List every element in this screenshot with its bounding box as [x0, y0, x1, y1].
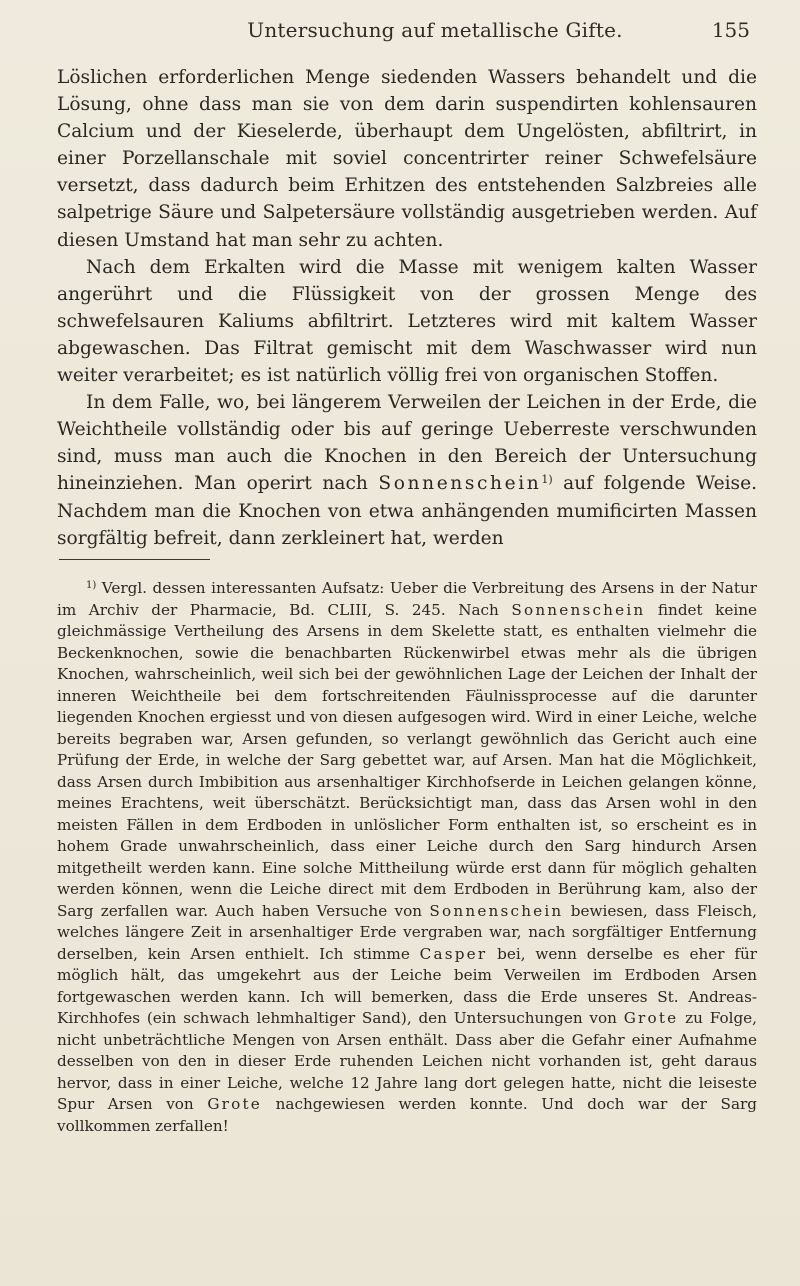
paragraph-2: Nach dem Erkalten wird die Masse mit wenigem kalten Wasser angerührt und die Flüssigkeit von der grossen Menge des schwefelsauren Kaliums abfiltrirt. Letzteres wird mit kaltem Wasser abgewaschen. Das Filtrat gemischt mit dem Waschwasser wird nun weiter verarbeitet; es ist natürlich völlig frei von organischen Stoffen. [57, 256, 757, 387]
footnote-text-5: zu Folge, nicht unbeträchtliche Mengen von Arsen enthält. Dass aber die Gefahr einer Aufnahme desselben von den in dieser Erde ruhenden Leichen nicht vorhanden ist, geht daraus hervor, dass in einer Leiche, welche 12 Jahre lang dort gelegen hatte, nicht die leiseste Spur Arsen von [57, 1009, 757, 1113]
author-name-sonnenschein: Sonnenschein [378, 473, 542, 495]
footnote-text-1: Vergl. dessen interessanten Aufsatz: Ueber die Verbreitung des Arsens in der Natur im Archiv der Pharmacie, Bd. CLIII, S. 245. Nach [57, 579, 757, 619]
footnote-name-sonnenschein-2: Sonnenschein [429, 901, 564, 920]
footnote [57, 578, 757, 1137]
footnote-name-casper: Casper [419, 944, 488, 963]
footnote-name-grote-1: Grote [623, 1009, 679, 1027]
paragraph-3 [57, 389, 757, 552]
page-number: 155 [711, 18, 750, 42]
running-title: Untersuchung auf metallische Gifte. [247, 18, 623, 42]
footnote-text-2: findet keine gleichmässige Vertheilung des Arsens in dem Skelette statt, es enthalten vielmehr die Beckenknochen, sowie die benachbarten Rückenwirbel etwas mehr als die übrigen Knochen, wahrscheinlich, weil sich bei der gewöhnlichen Lage der Leichen der Inhalt der inneren Weichtheile bei dem fortschreitenden Fäulnissprocesse auf die darunter liegenden Knochen ergiesst und von diesen aufgesogen wird. Wird in einer Leiche, welche bereits begraben war, Arsen gefunden, so verlangt gewöhnlich das Gericht auch eine Prüfung der Erde, in welche der Sarg gebettet war, auf Arsen. Man hat die Möglichkeit, dass Arsen durch Imbibition aus arsenhaltiger Kirchhofserde in Leichen gelangen könne, meines Erachtens, weit überschätzt. Berücksichtigt man, dass das Arsen wohl in den meisten Fällen in dem Erdboden in unlöslicher Form enthalten ist, so erscheint es in hohem Grade unwahrscheinlich, dass einer Leiche durch den Sarg hindurch Arsen mitgetheilt werden kann. Eine solche Mittheilung würde erst dann für möglich gehalten werden können, wenn die Leiche direct mit dem Erdboden in Berührung kam, also der Sarg zerfallen war. Auch haben Versuche von [57, 600, 757, 920]
footnote-marker: 1) [86, 580, 97, 591]
paragraph-1: Löslichen erforderlichen Menge siedenden Wassers behandelt und die Lösung, ohne dass man sie von dem darin suspendirten kohlensauren Calcium und der Kieselerde, überhaupt dem Ungelösten, abfiltrirt, in einer Porzellanschale mit soviel concentrirter reiner Schwefelsäure versetzt, dass dadurch beim Erhitzen des entstehenden Salzbreies alle salpetrige Säure und Salpetersäure vollständig ausgetrieben werden. Auf diesen Umstand hat man sehr zu achten. [57, 67, 757, 251]
footnote-text-4: bei, wenn derselbe es eher für möglich hält, das umgekehrt aus der Leiche beim Verweilen im Erdboden Arsen fortgewaschen werden kann. Ich will bemerken, dass die Erde unseres St. Andreas-Kirchhofes (ein schwach lehmhaltiger Sand), den Untersuchungen von [57, 944, 757, 1027]
main-text [57, 64, 757, 552]
footnote-name-grote-2: Grote [207, 1095, 262, 1113]
paragraph-3-text-end: auf folgende Weise. Nachdem man die Knochen von etwa anhängenden mumificirten Massen sorgfältig befreit, dann zerkleinert hat, werden [57, 473, 757, 549]
footnote-name-sonnenschein-1: Sonnenschein [511, 600, 646, 619]
footnote-reference: 1) [541, 473, 553, 487]
footnote-text-6: nachgewiesen werden konnte. Und doch war der Sarg vollkommen zerfallen! [57, 1095, 757, 1135]
footnote-text-3: bewiesen, dass Fleisch, welches längere Zeit in arsenhaltiger Erde vergraben war, nach sorgfältiger Entfernung derselben, kein Arsen enthielt. Ich stimme [57, 901, 757, 963]
paragraph-3-text-start: In dem Falle, wo, bei längerem Verweilen der Leichen in der Erde, die Weichtheile vollständig oder bis auf geringe Ueberreste verschwunden sind, muss man auch die Knochen in den Bereich der Untersuchung hineinziehen. Man operirt nach [57, 392, 757, 495]
footnote-divider [59, 559, 210, 560]
